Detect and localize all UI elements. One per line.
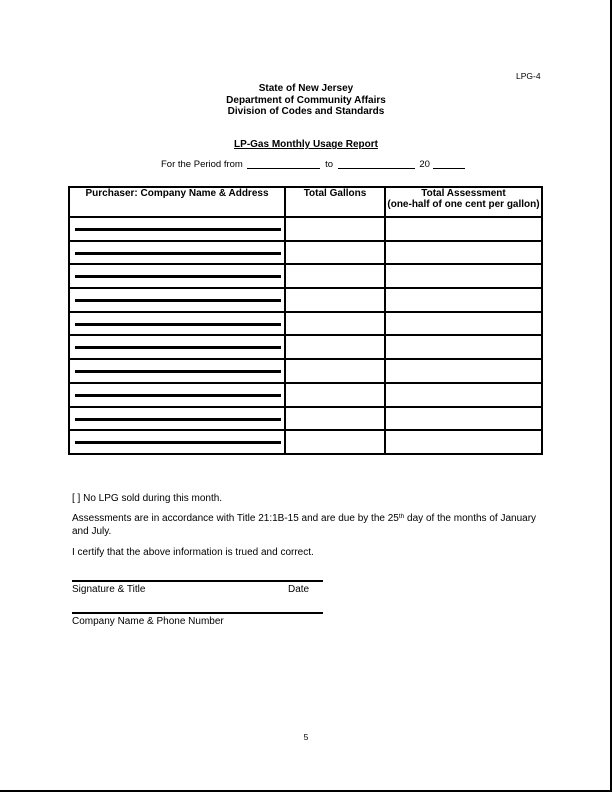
gallons-cell bbox=[285, 430, 385, 454]
col-header-total-gallons: Total Gallons bbox=[285, 187, 385, 217]
col-header-total-assessment bbox=[385, 187, 542, 217]
purchaser-cell bbox=[69, 383, 285, 407]
company-line bbox=[72, 612, 323, 614]
assessment-text-after: day of the months of January bbox=[404, 513, 537, 524]
assessment-text-before: Assessments are in accordance with Title 21:1B-15 and are due by the 25 bbox=[72, 513, 399, 524]
agency-header bbox=[0, 83, 612, 118]
gallons-cell bbox=[285, 288, 385, 312]
table-row bbox=[69, 383, 542, 407]
signature-title-label: Signature & Title bbox=[72, 584, 146, 595]
assessment-note bbox=[72, 511, 536, 538]
company-name-label: Company Name & Phone Number bbox=[72, 616, 224, 627]
purchaser-fill-line bbox=[75, 323, 281, 326]
assessment-superscript: th bbox=[398, 513, 405, 520]
col-header-purchaser: Purchaser: Company Name & Address bbox=[69, 187, 285, 217]
gallons-cell bbox=[285, 264, 385, 288]
assessment-cell bbox=[385, 359, 542, 383]
table-row bbox=[69, 359, 542, 383]
agency-line-division: Division of Codes and Standards bbox=[227, 106, 385, 117]
assessment-header-title: Total Assessment bbox=[421, 188, 506, 199]
agency-line-state: State of New Jersey bbox=[258, 83, 354, 94]
purchaser-cell bbox=[69, 264, 285, 288]
purchaser-fill-line bbox=[75, 252, 281, 255]
certify-statement: I certify that the above information is trued and correct. bbox=[72, 547, 314, 558]
purchaser-fill-line bbox=[75, 394, 281, 397]
table-row bbox=[69, 241, 542, 265]
table-row bbox=[69, 288, 542, 312]
assessment-cell bbox=[385, 407, 542, 431]
purchaser-fill-line bbox=[75, 299, 281, 302]
assessment-header-note: (one-half of one cent per gallon) bbox=[387, 198, 540, 210]
assessment-text-line2: and July. bbox=[72, 525, 112, 537]
no-lpg-line bbox=[72, 493, 222, 506]
purchaser-fill-line bbox=[75, 441, 281, 444]
page-number: 5 bbox=[303, 732, 309, 742]
report-title: LP-Gas Monthly Usage Report bbox=[234, 139, 378, 150]
period-prefix-label: For the Period from bbox=[161, 159, 243, 170]
purchaser-cell bbox=[69, 312, 285, 336]
assessment-cell bbox=[385, 264, 542, 288]
table-row bbox=[69, 264, 542, 288]
gallons-cell bbox=[285, 359, 385, 383]
table-row bbox=[69, 217, 542, 241]
purchaser-cell bbox=[69, 288, 285, 312]
purchaser-fill-line bbox=[75, 275, 281, 278]
table-row bbox=[69, 430, 542, 454]
period-from-blank bbox=[247, 160, 320, 169]
period-to-label: to bbox=[325, 159, 334, 170]
period-to-blank bbox=[338, 160, 415, 169]
assessment-cell bbox=[385, 217, 542, 241]
period-year-prefix: 20 bbox=[419, 159, 430, 170]
period-line bbox=[161, 159, 467, 170]
agency-line-department: Department of Community Affairs bbox=[226, 94, 386, 106]
purchaser-cell bbox=[69, 359, 285, 383]
table-header-row bbox=[69, 187, 542, 217]
gallons-cell bbox=[285, 217, 385, 241]
assessment-cell bbox=[385, 241, 542, 265]
no-lpg-label: No LPG sold during this month. bbox=[83, 493, 223, 504]
assessment-cell bbox=[385, 312, 542, 336]
assessment-cell bbox=[385, 430, 542, 454]
period-year-blank bbox=[433, 160, 465, 169]
purchaser-cell bbox=[69, 430, 285, 454]
purchaser-cell bbox=[69, 217, 285, 241]
gallons-cell bbox=[285, 407, 385, 431]
purchaser-fill-line bbox=[75, 346, 281, 349]
assessment-cell bbox=[385, 288, 542, 312]
gallons-cell bbox=[285, 335, 385, 359]
no-lpg-checkbox: [ ] bbox=[72, 493, 81, 504]
purchaser-cell bbox=[69, 241, 285, 265]
form-code: LPG-4 bbox=[516, 71, 541, 81]
gallons-cell bbox=[285, 312, 385, 336]
purchaser-fill-line bbox=[75, 370, 281, 373]
date-label: Date bbox=[288, 584, 310, 595]
purchaser-cell bbox=[69, 407, 285, 431]
signature-line bbox=[72, 580, 323, 582]
assessment-cell bbox=[385, 335, 542, 359]
table-row bbox=[69, 335, 542, 359]
purchaser-fill-line bbox=[75, 228, 281, 231]
assessment-cell bbox=[385, 383, 542, 407]
purchaser-fill-line bbox=[75, 418, 281, 421]
gallons-cell bbox=[285, 241, 385, 265]
purchaser-cell bbox=[69, 335, 285, 359]
table-row bbox=[69, 312, 542, 336]
table-row bbox=[69, 407, 542, 431]
usage-table bbox=[68, 186, 543, 455]
gallons-cell bbox=[285, 383, 385, 407]
